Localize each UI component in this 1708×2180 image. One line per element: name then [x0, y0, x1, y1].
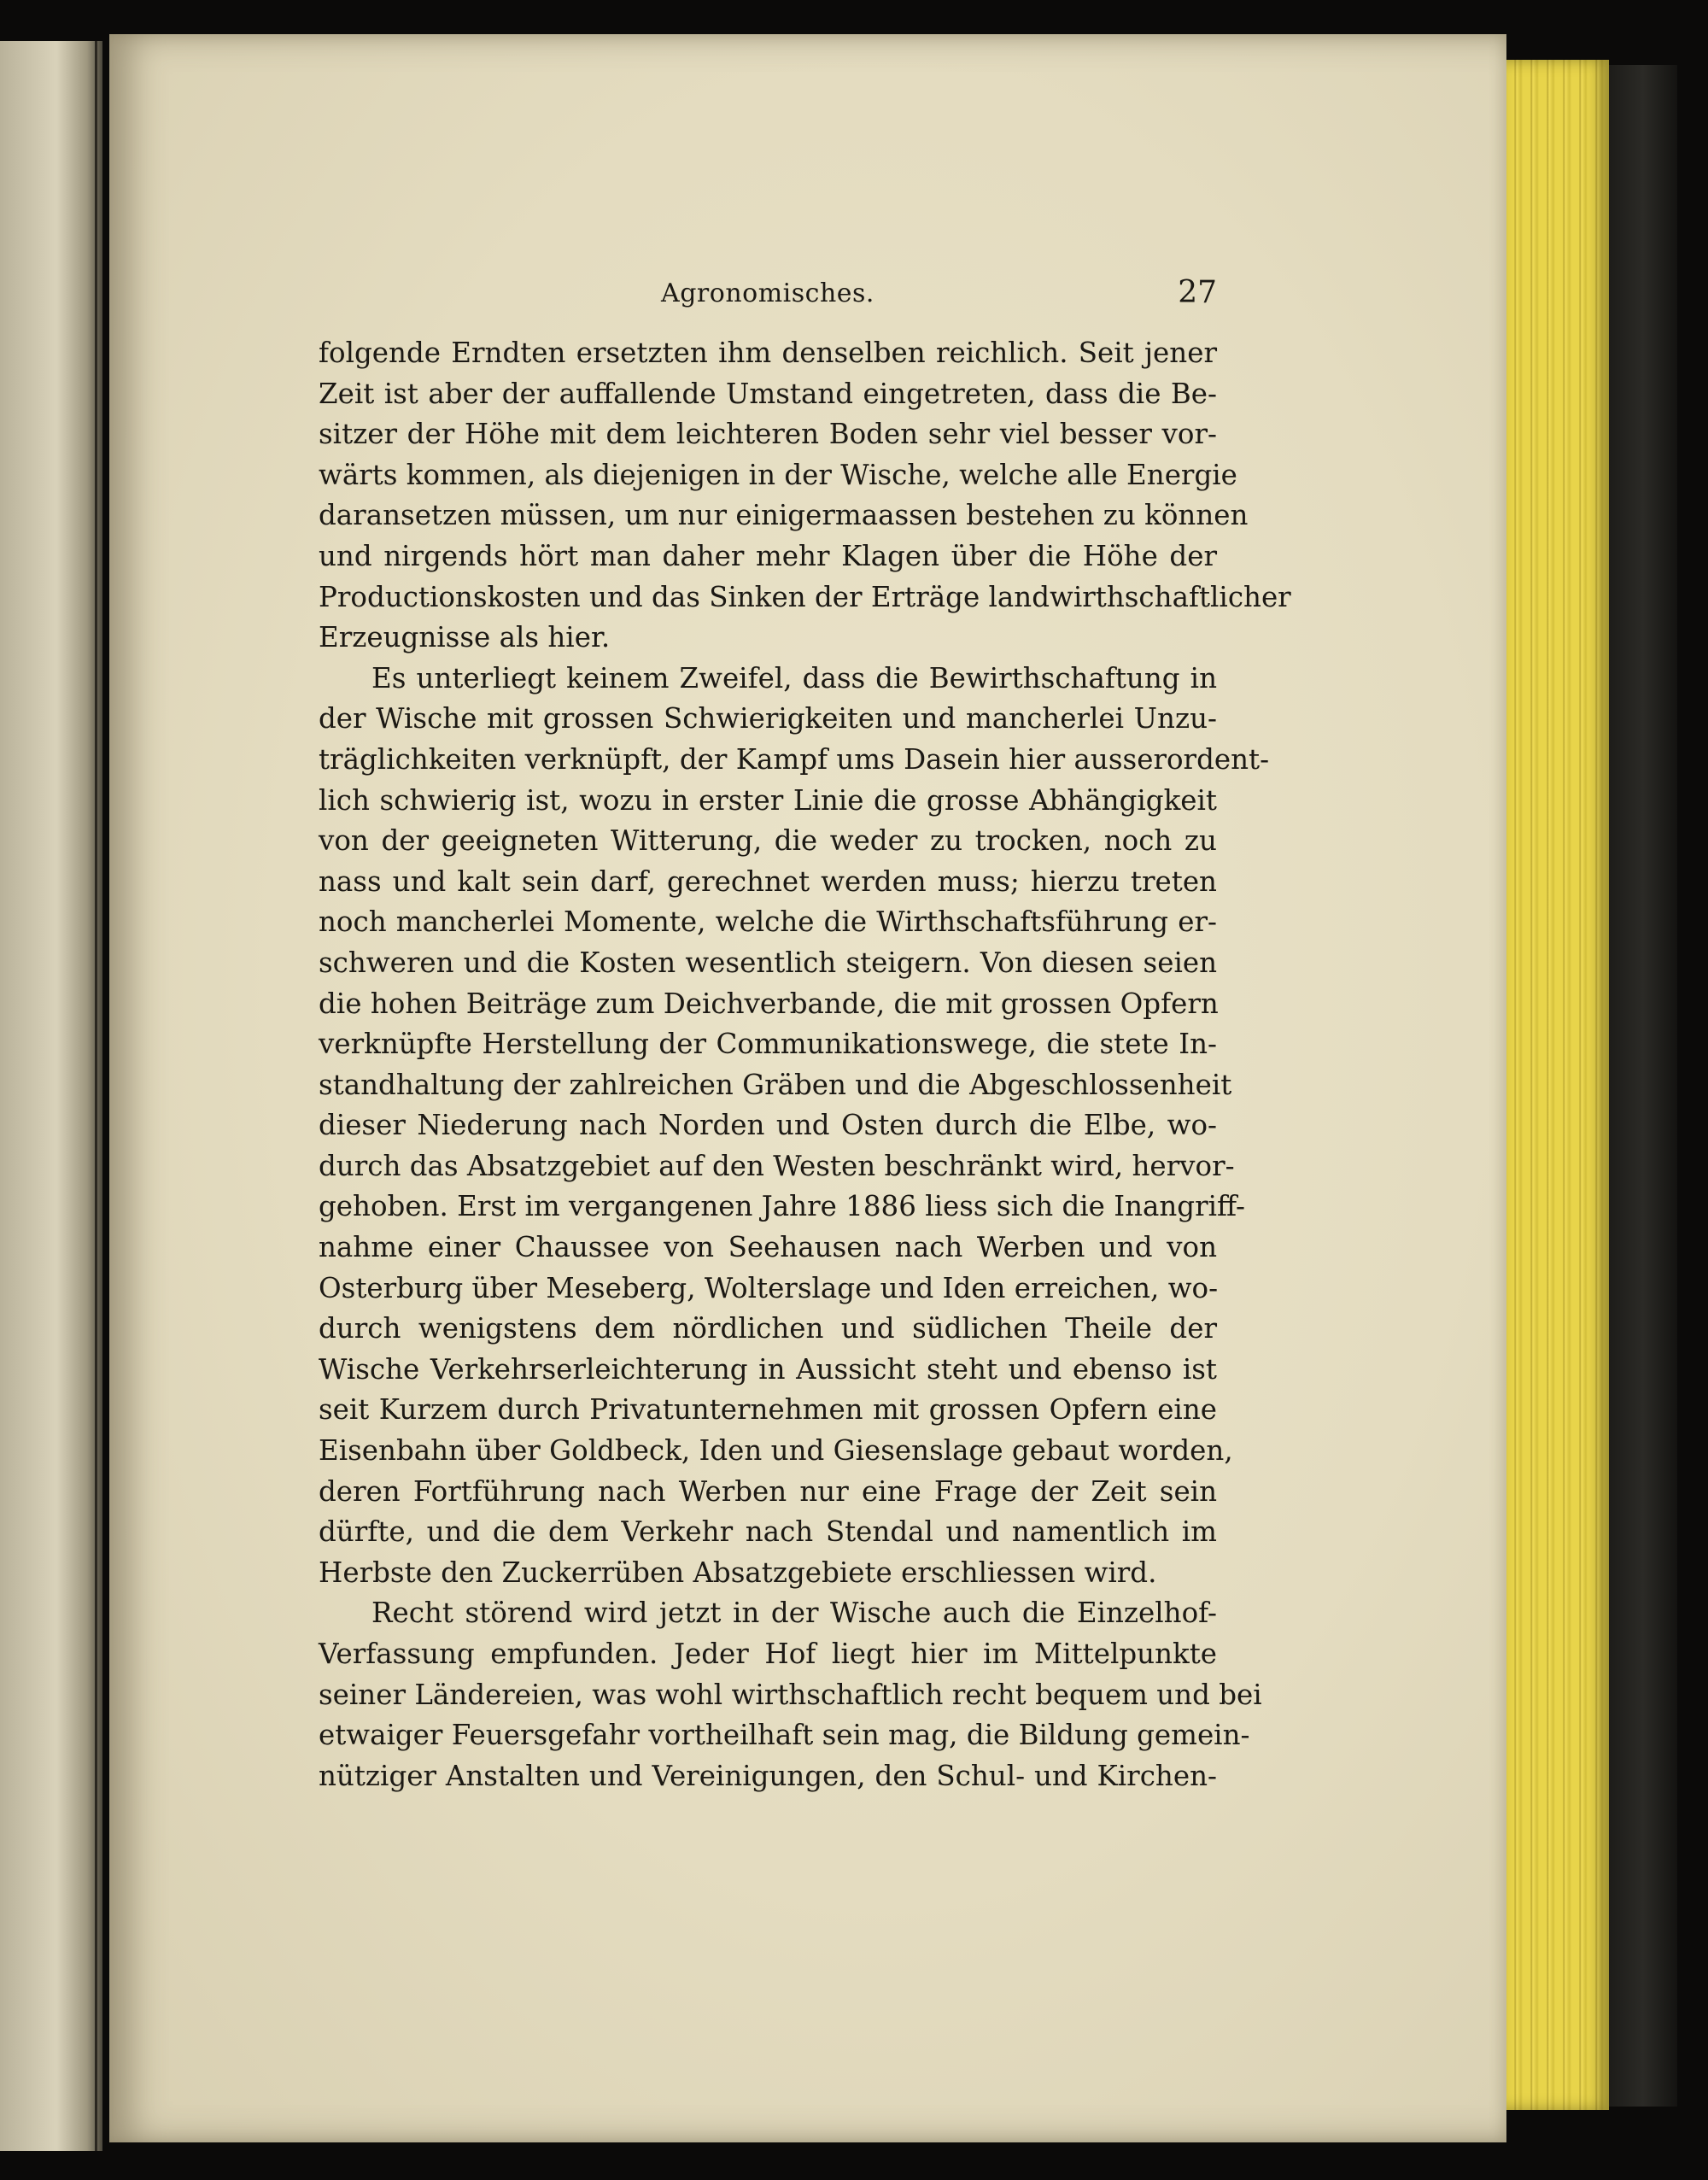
text-line: sitzer der Höhe mit dem leichteren Boden sehr viel besser vor- — [319, 418, 1217, 451]
text-line: Wische Verkehrserleichterung in Aussicht steht und ebenso ist — [319, 1352, 1217, 1386]
text-line: Recht störend wird jetzt in der Wische auch die Einzelhof- — [371, 1597, 1217, 1630]
body-text — [319, 333, 1291, 1796]
text-line: Erzeugnisse als hier. — [319, 621, 611, 654]
text-line: von der geeigneten Witterung, die weder zu trocken, noch zu — [319, 824, 1217, 858]
page-number: 27 — [1178, 275, 1217, 310]
text-line: gehoben. Erst im vergangenen Jahre 1886 liess sich die Inangriff- — [319, 1190, 1245, 1223]
previous-page-edge — [0, 41, 102, 2151]
text-line: Verfassung empfunden. Jeder Hof liegt hier im Mittelpunkte — [319, 1638, 1217, 1670]
running-title: Agronomisches. — [661, 278, 874, 308]
text-line: daransetzen müssen, um nur einigermaassen bestehen zu können — [319, 499, 1249, 532]
text-line: Es unterliegt keinem Zweifel, dass die Bewirthschaftung in — [371, 661, 1217, 694]
text-line: standhaltung der zahlreichen Gräben und die Abgeschlossenheit — [319, 1068, 1232, 1101]
text-line: die hohen Beiträge zum Deichverbande, die mit grossen Opfern — [319, 987, 1219, 1020]
text-line: lich schwierig ist, wozu in erster Linie die grosse Abhängigkeit — [319, 783, 1217, 817]
text-line: durch wenigstens dem nördlichen und südlichen Theile der — [319, 1312, 1217, 1345]
text-line: folgende Erndten ersetzten ihm denselben reichlich. Seit jener — [319, 337, 1217, 369]
text-line: Zeit ist aber der auffallende Umstand eingetreten, dass die Be- — [319, 377, 1217, 410]
page-text-block — [319, 275, 1291, 1796]
paragraph — [319, 333, 1291, 659]
text-line: durch das Absatzgebiet auf den Westen beschränkt wird, hervor- — [319, 1149, 1235, 1182]
paragraph — [319, 1593, 1262, 1796]
text-line: seiner Ländereien, was wohl wirthschaftlich recht bequem und bei — [319, 1678, 1262, 1711]
text-line: wärts kommen, als diejenigen in der Wische, welche alle Energie — [319, 458, 1237, 491]
text-line: etwaiger Feuersgefahr vortheilhaft sein mag, die Bildung gemein- — [319, 1719, 1250, 1752]
text-line: dieser Niederung nach Norden und Osten durch die Elbe, wo- — [319, 1109, 1217, 1142]
text-line: dürfte, und die dem Verkehr nach Stendal und namentlich im — [319, 1515, 1217, 1549]
text-line: träglichkeiten verknüpft, der Kampf ums Dasein hier ausserordent- — [319, 742, 1270, 776]
text-line: Productionskosten und das Sinken der Erträge landwirthschaftlicher — [319, 580, 1291, 613]
text-line: der Wische mit grossen Schwierigkeiten und mancherlei Unzu- — [319, 702, 1217, 735]
text-line: Eisenbahn über Goldbeck, Iden und Giesenslage gebaut worden, — [319, 1434, 1233, 1468]
paragraph — [319, 659, 1270, 1594]
text-line: verknüpfte Herstellung der Communikationswege, die stete In- — [319, 1028, 1217, 1061]
text-line: Osterburg über Meseberg, Wolterslage und Iden erreichen, wo- — [319, 1271, 1219, 1304]
book-cover-edge — [1609, 65, 1677, 2107]
text-line: deren Fortführung nach Werben nur eine Frage der Zeit sein — [319, 1474, 1217, 1508]
text-line: nahme einer Chaussee von Seehausen nach Werben und von — [319, 1231, 1217, 1264]
text-line: noch mancherlei Momente, welche die Wirthschaftsführung er- — [319, 905, 1217, 939]
text-line: und nirgends hört man daher mehr Klagen über die Höhe der — [319, 539, 1217, 572]
text-line: seit Kurzem durch Privatunternehmen mit grossen Opfern eine — [319, 1393, 1217, 1427]
text-line: nütziger Anstalten und Vereinigungen, den Schul- und Kirchen- — [319, 1759, 1217, 1792]
text-line: schweren und die Kosten wesentlich steigern. Von diesen seien — [319, 946, 1217, 979]
text-line: nass und kalt sein darf, gerechnet werden muss; hierzu treten — [319, 864, 1217, 898]
page-stack-edges — [1506, 60, 1609, 2110]
running-head — [319, 275, 1217, 318]
text-line: Herbste den Zuckerrüben Absatzgebiete erschliessen wird. — [319, 1556, 1157, 1589]
